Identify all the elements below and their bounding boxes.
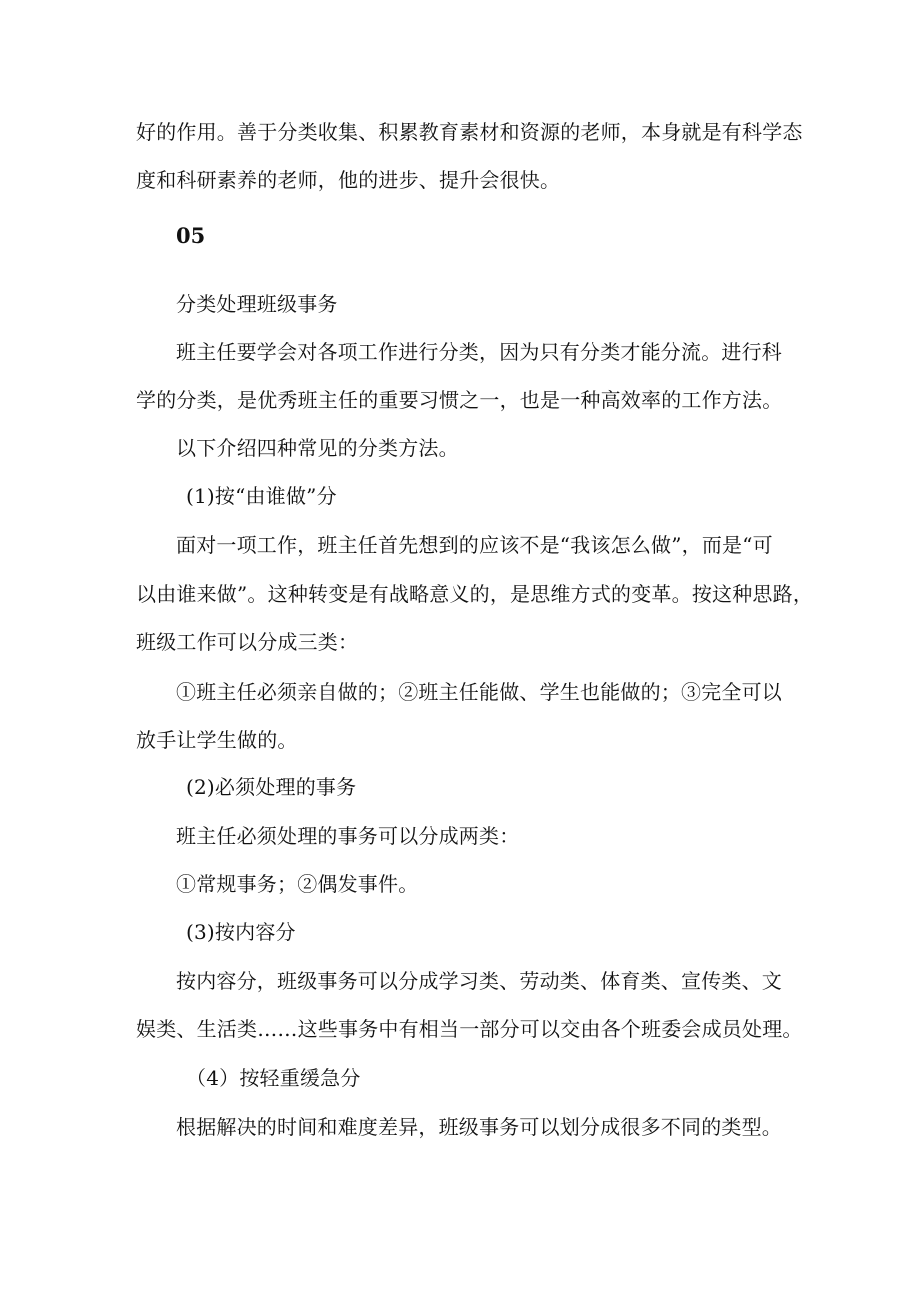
method-1-list-line-1: ①班主任必须亲自做的；②班主任能做、学生也能做的；③完全可以 [176,680,782,704]
section-number: 05 [176,223,206,248]
method-3-paragraph-line-1: 按内容分，班级事务可以分成学习类、劳动类、体育类、宣传类、文 [176,969,782,993]
method-2-list: ①常规事务；②偶发事件。 [176,872,419,896]
method-4-heading: （4）按轻重缓急分 [186,1066,361,1090]
method-3-heading: (3)按内容分 [186,920,296,944]
paragraph-2: 以下介绍四种常见的分类方法。 [176,436,459,460]
intro-paragraph-line-2: 度和科研素养的老师，他的进步、提升会很快。 [136,168,561,192]
intro-paragraph-line-1: 好的作用。善于分类收集、积累教育素材和资源的老师，本身就是有科学态 [136,120,803,144]
method-1-heading: (1)按“由谁做”分 [186,484,337,508]
method-2-paragraph: 班主任必须处理的事务可以分成两类： [176,824,520,848]
method-1-paragraph-line-1: 面对一项工作，班主任首先想到的应该不是“我该怎么做”，而是“可 [176,533,773,557]
paragraph-1-line-1: 班主任要学会对各项工作进行分类，因为只有分类才能分流。进行科 [176,340,782,364]
paragraph-1-line-2: 学的分类，是优秀班主任的重要习惯之一，也是一种高效率的工作方法。 [136,388,783,412]
method-1-paragraph-line-3: 班级工作可以分成三类： [136,630,359,654]
section-title: 分类处理班级事务 [176,292,338,316]
method-2-heading: (2)必须处理的事务 [186,775,357,799]
method-4-paragraph: 根据解决的时间和难度差异，班级事务可以划分成很多不同的类型。 [176,1115,782,1139]
method-3-paragraph-line-2: 娱类、生活类……这些事务中有相当一部分可以交由各个班委会成员处理。 [136,1017,803,1041]
method-1-paragraph-line-2: 以由谁来做”。这种转变是有战略意义的，是思维方式的变革。按这种思路， [136,582,814,606]
method-1-list-line-2: 放手让学生做的。 [136,728,298,752]
